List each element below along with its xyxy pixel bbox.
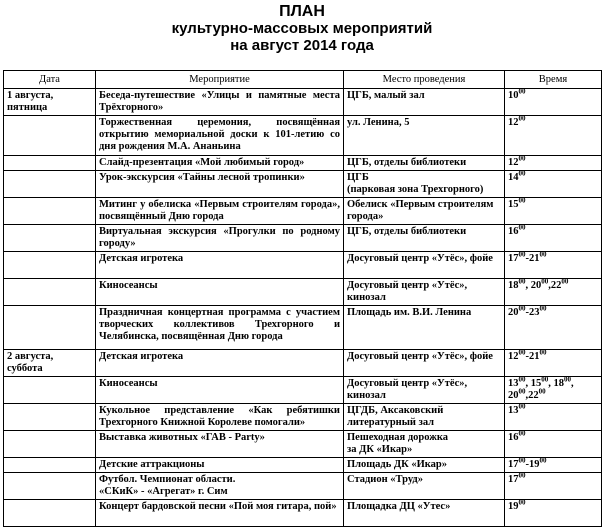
table-row	[4, 500, 602, 527]
table-row	[4, 350, 602, 377]
table-row	[4, 252, 602, 279]
table-row	[4, 171, 602, 198]
column-header-place: Место проведения	[344, 71, 505, 89]
cell-time: $12^{00}-21^{00}$	[505, 350, 602, 377]
cell-date	[4, 500, 96, 527]
cell-event: Детские аттракционы	[96, 458, 344, 473]
table-body	[4, 89, 602, 527]
cell-time: $19^{00}$	[505, 500, 602, 527]
cell-time: $16^{00}$	[505, 431, 602, 458]
cell-place: Досуговый центр «Утёс», фойе	[344, 350, 505, 377]
cell-time: $12^{00}$	[505, 156, 602, 171]
cell-date	[4, 306, 96, 350]
cell-event: Митинг у обелиска «Первым строителям города», посвящённый Дню города	[96, 198, 344, 225]
cell-place: ЦГБ, отделы библиотеки	[344, 225, 505, 252]
cell-place: Стадион «Труд»	[344, 473, 505, 500]
cell-time: $12^{00}$	[505, 116, 602, 156]
cell-date	[4, 252, 96, 279]
cell-event: Футбол. Чемпионат области. «СКиК» - «Агрегат» г. Сим	[96, 473, 344, 500]
cell-event: Торжественная церемония, посвящённая открытию мемориальной доски к 101-летию со дня рождения М.А. Ананьина	[96, 116, 344, 156]
cell-time: $14^{00}$	[505, 171, 602, 198]
cell-date	[4, 377, 96, 404]
table-row	[4, 306, 602, 350]
cell-place: Досуговый центр «Утёс», кинозал	[344, 279, 505, 306]
cell-event: Выставка животных «ГАВ - Party»	[96, 431, 344, 458]
cell-place: Площадь ДК «Икар»	[344, 458, 505, 473]
cell-date	[4, 156, 96, 171]
cell-event: Урок-экскурсия «Тайны лесной тропинки»	[96, 171, 344, 198]
table-header-row	[4, 71, 602, 89]
cell-place: ул. Ленина, 5	[344, 116, 505, 156]
cell-date	[4, 225, 96, 252]
plan-period: на август 2014 года	[230, 37, 374, 54]
cell-place: ЦГБ (парковая зона Трехгорного)	[344, 171, 505, 198]
cell-event: Киносеансы	[96, 279, 344, 306]
cell-time: $18^{00}$, $20^{00},22^{00}$	[505, 279, 602, 306]
table-row	[4, 198, 602, 225]
cell-event: Праздничная концертная программа с участием творческих коллективов Трехгорного и Челябинска, посвящённая Дню города	[96, 306, 344, 350]
cell-date	[4, 116, 96, 156]
cell-place: Площадка ДЦ «Утес»	[344, 500, 505, 527]
table-row	[4, 431, 602, 458]
cell-place: ЦГБ, малый зал	[344, 89, 505, 116]
table-row	[4, 279, 602, 306]
table-row	[4, 89, 602, 116]
cell-event: Виртуальная экскурсия «Прогулки по родному городу»	[96, 225, 344, 252]
cell-place: Досуговый центр «Утёс», кинозал	[344, 377, 505, 404]
cell-time: $17^{00}-21^{00}$	[505, 252, 602, 279]
plan-title: ПЛАН	[279, 3, 325, 20]
table-row	[4, 225, 602, 252]
cell-time: $13^{00}$, $15^{00}$, $18^{00}$, $20^{00},22^{00}$	[505, 377, 602, 404]
cell-event: Детская игротека	[96, 350, 344, 377]
plan-subtitle: культурно-массовых мероприятий	[171, 20, 433, 37]
cell-date	[4, 171, 96, 198]
cell-date	[4, 431, 96, 458]
cell-place: Пешеходная дорожка за ДК «Икар»	[344, 431, 505, 458]
cell-event: Детская игротека	[96, 252, 344, 279]
cell-date: 1 августа, пятница	[4, 89, 96, 116]
column-header-date: Дата	[4, 71, 96, 89]
cell-date	[4, 404, 96, 431]
cell-time: $17^{00}-19^{00}$	[505, 458, 602, 473]
cell-date: 2 августа, суббота	[4, 350, 96, 377]
cell-event: Кукольное представление «Как ребятишки Трехгорного Книжной Королеве помогали»	[96, 404, 344, 431]
cell-event: Киносеансы	[96, 377, 344, 404]
cell-place: ЦГБ, отделы библиотеки	[344, 156, 505, 171]
cell-place: Площадь им. В.И. Ленина	[344, 306, 505, 350]
table-row	[4, 458, 602, 473]
cell-date	[4, 458, 96, 473]
column-header-event: Мероприятие	[96, 71, 344, 89]
cell-event: Концерт бардовской песни «Пой моя гитара, пой»	[96, 500, 344, 527]
cell-date	[4, 473, 96, 500]
cell-place: Обелиск «Первым строителям города»	[344, 198, 505, 225]
table-row	[4, 156, 602, 171]
events-table	[3, 70, 602, 527]
cell-date	[4, 279, 96, 306]
cell-date	[4, 198, 96, 225]
table-row	[4, 473, 602, 500]
cell-time: $15^{00}$	[505, 198, 602, 225]
table-row	[4, 404, 602, 431]
cell-time: $13^{00}$	[505, 404, 602, 431]
cell-time: $16^{00}$	[505, 225, 602, 252]
column-header-time: Время	[505, 71, 602, 89]
cell-time: $10^{00}$	[505, 89, 602, 116]
table-row	[4, 377, 602, 404]
cell-time: $20^{00}-23^{00}$	[505, 306, 602, 350]
cell-event: Беседа-путешествие «Улицы и памятные места Трёхгорного»	[96, 89, 344, 116]
cell-place: ЦГДБ, Аксаковский литературный зал	[344, 404, 505, 431]
cell-event: Слайд-презентация «Мой любимый город»	[96, 156, 344, 171]
cell-time: $17^{00}$	[505, 473, 602, 500]
table-row	[4, 116, 602, 156]
cell-place: Досуговый центр «Утёс», фойе	[344, 252, 505, 279]
